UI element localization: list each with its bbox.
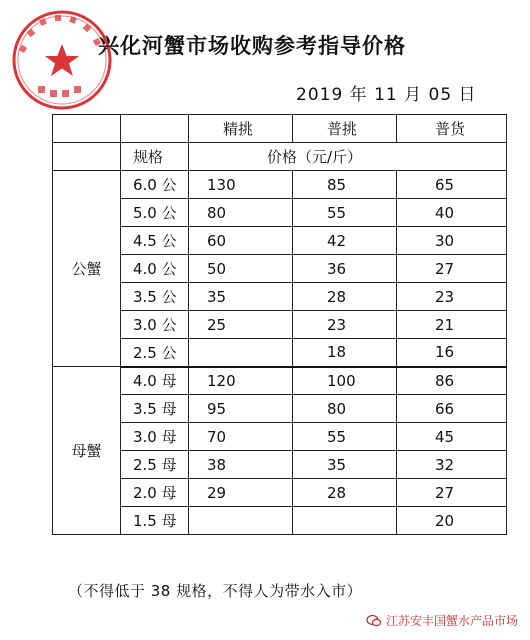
table-row bbox=[53, 255, 507, 283]
price-cell: 28 bbox=[293, 479, 397, 507]
header-empty-cell bbox=[53, 143, 121, 171]
spec-cell: 3.0 公 bbox=[121, 311, 189, 339]
price-cell: 80 bbox=[293, 395, 397, 423]
document-date: 2019 年 11 月 05 日 bbox=[296, 85, 477, 105]
price-cell: 40 bbox=[397, 199, 507, 227]
table-row bbox=[53, 479, 507, 507]
spec-cell: 2.5 母 bbox=[121, 451, 189, 479]
price-cell: 27 bbox=[397, 479, 507, 507]
spec-cell: 3.5 母 bbox=[121, 395, 189, 423]
table-row bbox=[53, 395, 507, 423]
price-cell: 28 bbox=[293, 283, 397, 311]
price-cell: 16 bbox=[397, 339, 507, 367]
table-row bbox=[53, 171, 507, 199]
spec-cell: 1.5 母 bbox=[121, 507, 189, 535]
header-empty-cell bbox=[121, 115, 189, 143]
price-cell: 35 bbox=[189, 283, 293, 311]
grade-header-pick: 普挑 bbox=[293, 115, 397, 143]
spec-cell: 4.5 公 bbox=[121, 227, 189, 255]
price-cell: 86 bbox=[397, 367, 507, 395]
price-cell: 36 bbox=[293, 255, 397, 283]
table-row bbox=[53, 339, 507, 367]
spec-header: 规格 bbox=[121, 143, 189, 171]
watermark bbox=[366, 612, 518, 629]
spec-cell: 4.0 母 bbox=[121, 367, 189, 395]
table-row bbox=[53, 199, 507, 227]
price-cell: 85 bbox=[293, 171, 397, 199]
document-title: 兴化河蟹市场收购参考指导价格 bbox=[98, 34, 406, 58]
footnote: （不得低于 38 规格，不得人为带水入市） bbox=[68, 582, 363, 600]
spec-cell: 2.5 公 bbox=[121, 339, 189, 367]
price-cell: 55 bbox=[293, 199, 397, 227]
grade-header-select: 精挑 bbox=[189, 115, 293, 143]
spec-cell: 5.0 公 bbox=[121, 199, 189, 227]
price-cell: 23 bbox=[397, 283, 507, 311]
grade-header-regular: 普货 bbox=[397, 115, 507, 143]
table-row bbox=[53, 311, 507, 339]
price-cell: 60 bbox=[189, 227, 293, 255]
price-cell: 20 bbox=[397, 507, 507, 535]
price-cell: 32 bbox=[397, 451, 507, 479]
price-cell bbox=[189, 339, 293, 367]
price-cell: 38 bbox=[189, 451, 293, 479]
price-cell: 42 bbox=[293, 227, 397, 255]
price-cell: 18 bbox=[293, 339, 397, 367]
table-row bbox=[53, 367, 507, 395]
spec-cell: 4.0 公 bbox=[121, 255, 189, 283]
price-cell bbox=[189, 507, 293, 535]
price-cell: 55 bbox=[293, 423, 397, 451]
table-row bbox=[53, 227, 507, 255]
price-cell: 29 bbox=[189, 479, 293, 507]
price-header: 价格（元/斤） bbox=[189, 143, 507, 171]
spec-cell: 6.0 公 bbox=[121, 171, 189, 199]
price-cell: 100 bbox=[293, 367, 397, 395]
table-row bbox=[53, 451, 507, 479]
female-crab-group-label: 母蟹 bbox=[53, 367, 121, 535]
price-cell: 80 bbox=[189, 199, 293, 227]
chat-bubble-icon bbox=[366, 613, 382, 629]
price-cell: 70 bbox=[189, 423, 293, 451]
price-cell: 66 bbox=[397, 395, 507, 423]
price-cell: 45 bbox=[397, 423, 507, 451]
price-cell: 30 bbox=[397, 227, 507, 255]
price-cell: 50 bbox=[189, 255, 293, 283]
price-cell: 120 bbox=[189, 367, 293, 395]
spec-cell: 2.0 母 bbox=[121, 479, 189, 507]
price-cell: 21 bbox=[397, 311, 507, 339]
table-subheader-row bbox=[53, 143, 507, 171]
price-cell: 35 bbox=[293, 451, 397, 479]
spec-cell: 3.0 母 bbox=[121, 423, 189, 451]
official-seal bbox=[8, 6, 116, 114]
header-empty-cell bbox=[53, 115, 121, 143]
price-cell: 25 bbox=[189, 311, 293, 339]
price-cell: 65 bbox=[397, 171, 507, 199]
price-cell bbox=[293, 507, 397, 535]
table-row bbox=[53, 283, 507, 311]
table-header-row bbox=[53, 115, 507, 143]
price-cell: 130 bbox=[189, 171, 293, 199]
spec-cell: 3.5 公 bbox=[121, 283, 189, 311]
table-row bbox=[53, 423, 507, 451]
price-cell: 27 bbox=[397, 255, 507, 283]
male-crab-group-label: 公蟹 bbox=[53, 171, 121, 367]
table-row bbox=[53, 507, 507, 535]
watermark-text: 江苏安丰国蟹水产品市场 bbox=[385, 614, 518, 628]
price-cell: 95 bbox=[189, 395, 293, 423]
price-table bbox=[52, 114, 507, 535]
price-cell: 23 bbox=[293, 311, 397, 339]
